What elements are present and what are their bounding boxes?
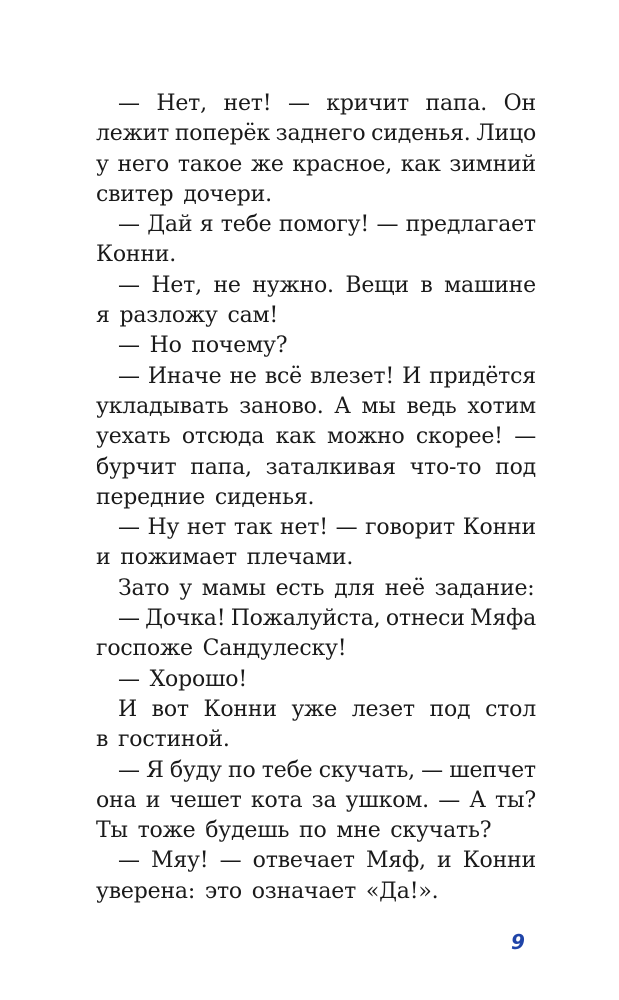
text-line: бурчит папа, заталкивая что-то под: [96, 454, 536, 480]
text-line: — Нет, не нужно. Вещи в машине: [118, 272, 536, 298]
body-text: [96, 89, 536, 907]
text-line: — Я буду по тебе скучать, — шепчет: [118, 757, 536, 783]
text-line: Конни.: [96, 242, 177, 268]
text-line: укладывать заново. А мы ведь хотим: [96, 393, 536, 419]
text-line: — Иначе не всё влезет! И придётся: [118, 363, 536, 389]
text-line: и пожимает плечами.: [96, 545, 354, 571]
text-line: — Мяу! — отвечает Мяф, и Конни: [118, 848, 536, 874]
text-line: — Хорошо!: [118, 666, 247, 692]
text-line: лежит поперёк заднего сиденья. Лицо: [96, 121, 536, 147]
text-line: — Дай я тебе помогу! — предлагает: [118, 212, 536, 238]
page-number: 9: [511, 930, 525, 954]
text-line: И вот Конни уже лезет под стол: [118, 696, 536, 722]
text-line: я разложу сам!: [96, 303, 279, 329]
text-line: Зато у мамы есть для неё задание:: [118, 575, 535, 601]
text-line: — Ну нет так нет! — говорит Конни: [118, 515, 536, 541]
text-line: Ты тоже будешь по мне скучать?: [96, 818, 492, 844]
text-line: — Нет, нет! — кричит папа. Он: [118, 91, 536, 116]
text-line: в гостиной.: [96, 727, 230, 753]
text-line: уехать отсюда как можно скорее! —: [96, 424, 536, 450]
text-line: передние сиденья.: [96, 484, 315, 510]
text-line: она и чешет кота за ушком. — А ты?: [96, 787, 536, 813]
text-line: уверена: это означает «Да!».: [96, 878, 439, 904]
text-line: — Но почему?: [118, 333, 288, 359]
text-line: у него такое же красное, как зимний: [96, 151, 536, 177]
text-line: свитер дочери.: [96, 181, 272, 207]
text-line: госпоже Сандулеску!: [96, 636, 347, 662]
text-line: — Дочка! Пожалуйста, отнеси Мяфа: [118, 606, 536, 632]
